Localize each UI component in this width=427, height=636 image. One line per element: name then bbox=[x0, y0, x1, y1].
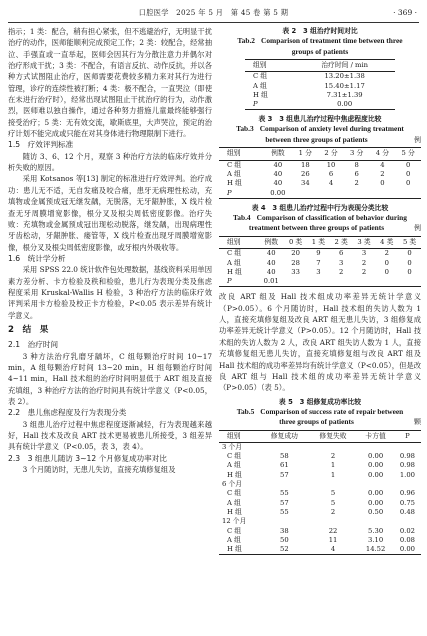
column-header: 组别 bbox=[219, 236, 258, 248]
data-table bbox=[219, 236, 421, 287]
table-row: A 组 40 26 6 6 2 0 bbox=[227, 170, 411, 179]
table-row: A 组 50 11 3.10 0.08 bbox=[227, 535, 415, 544]
table-row: A 组 57 5 0.00 0.75 bbox=[227, 498, 415, 507]
section-heading: 1.5 疗效评判标准 bbox=[8, 140, 74, 150]
table-caption-en-2: three groups of patients 颗 bbox=[279, 417, 421, 427]
paragraph: 采用 Kotsanos 等[13] 制定的标准进行疗效评判。治疗成功：患儿无不适，无自发痛及咬合痛，患牙无病理性松动，充填物或金属预成冠无继发龋，无脱落，无牙龈肿胀，X 线片检查无牙周膜增宽影像，根分叉及根尖周低密度影像。治疗失败：充填物或金属预成冠出现松动脱落，继发龋，出现病理性牙齿松动，牙龈肿胀、瘘管等，X 线片检查出现牙周膜增宽影像，根分叉及根尖周低密度影像，或牙根内外吸收等。 bbox=[8, 174, 212, 252]
column-header: 5 类 bbox=[398, 236, 421, 248]
table-caption-en-2: groups of patients bbox=[291, 46, 349, 56]
paragraph: 3 组患儿治疗过程中焦虑程度逐渐减轻，行为表现越来越好，Hall 技术及改良 ART 技术更易被患儿所接受，3 组差异具有统计学意义（P<0.05，表 3，表 4）。 bbox=[8, 419, 212, 452]
table-caption-cn: 表 4 3 组患儿治疗过程中行为表现分类比较 bbox=[251, 203, 389, 212]
header-rule bbox=[8, 22, 419, 23]
column-header: 卡方值 bbox=[357, 430, 394, 442]
table-row: H 组 40 33 3 2 2 0 0 bbox=[227, 267, 412, 276]
page-header bbox=[0, 0, 427, 24]
column-header: 0 类 bbox=[284, 236, 307, 248]
table-row: H 组 55 2 0.50 0.48 bbox=[227, 507, 415, 516]
table-row: C 组 58 2 0.00 0.98 bbox=[227, 452, 415, 461]
paragraph: 采用 SPSS 22.0 统计软件包处理数据，基线资料采用单因素方差分析、卡方检验及秩和检验，患儿行为表现分类及焦虑程度采用 Kruskal-Wallis H 检验，3 种治疗方法的临床疗效评判采用卡方检验及校正卡方检验，P<0.05 表示差异有统计学意义。 bbox=[8, 265, 212, 320]
column-header: 修复成功 bbox=[260, 430, 309, 442]
column-header: 组别 bbox=[219, 430, 260, 442]
column-header: 4 类 bbox=[375, 236, 398, 248]
table-caption-en: Tab.3 Comparison of anxiety level during treatment bbox=[236, 124, 404, 134]
table-group-row: 3 个月 bbox=[222, 442, 243, 451]
table-unit: 颗 bbox=[414, 418, 421, 427]
table-caption-en: Tab.2 Comparison of treatment time between three bbox=[237, 36, 403, 45]
table-row: H 组 40 34 4 2 0 0 bbox=[227, 179, 411, 188]
table-caption-en: Tab.4 Comparison of classification of behavior during bbox=[233, 212, 407, 222]
paragraph: 改良 ART 组及 Hall 技术组成功率差异无统计学意义（P>0.05）。6 个月随访时，Hall 技术组的失访人数为 1 人，直接充填修复组及改良 ART 组无患儿失访，3 组修复成功率差异无统计学意义（P>0.05）。12 个月随访时，Hall 技术组的失访人数为 2 人，改良 ART 组失访人数为 1 人，直接充填修复组无患儿失访，直接充填修复组与改良 ART 组及 Hall 技术组的成功率差异均有统计学意义（P<0.05），但是改良 ART 组与 Hall 技术组的成功率差异无统计学意义（P>0.05）（表 5）。 bbox=[219, 292, 421, 393]
table-row: P 0.01 bbox=[227, 277, 279, 286]
paragraph: 3 种方法治疗乳磨牙龋坏，C 组每颗治疗时间 10~17 min，A 组每颗治疗时间 13~20 min，H 组每颗治疗时间 4~11 min，Hall 技术组的治疗时间明显低于 ART 组及直接充填组，3 种治疗方法的治疗时间具有统计学意义（P<0.05，表 2）。 bbox=[8, 351, 212, 406]
column-header: 组别 bbox=[219, 148, 263, 160]
table-caption-cn: 表 2 3 组治疗时间对比 bbox=[282, 27, 358, 35]
section-heading: 1.6 统计学分析 bbox=[8, 253, 66, 263]
table-caption-en-2: treatment between three groups of patients 例 bbox=[248, 223, 421, 233]
right-column bbox=[219, 26, 421, 559]
paragraph: 指示；1 类：配合，稍有担心紧张，但不逃避治疗，无明显干扰治疗的动作，医师能顺利完成预定工作；2 类：较配合，经常抽泣、手强直或一直举起，医师会因其行为分散注意力并偶尔对治疗形成干扰；3 类：不配合，有语言反抗、动作反抗，并以各种方式试图阻止治疗，医师需要花费较多精力来对其行为进行管理，诊疗的连续性被打断；4 类：极不配合，一直哭泣（即使在未进行治疗时），经常出现试图阻止干扰治疗的行为，动作激烈，医师难以独自操作，通过各种努力措施儿童最终能够强行接受治疗；5 类：无有效交流，歇斯底里，大声哭泣，预定的治疗计划不能完成或只能在对其身体进行物理限制下进行。 bbox=[8, 27, 212, 139]
table-number: Tab.5 bbox=[236, 406, 255, 416]
column-header: 5 分 bbox=[395, 148, 421, 160]
data-table bbox=[219, 430, 421, 556]
column-header: P bbox=[394, 430, 421, 442]
table-4 bbox=[219, 203, 421, 287]
data-table bbox=[219, 147, 421, 198]
table-caption-cn: 表 3 3 组患儿治疗过程中焦虑程度比较 bbox=[258, 115, 382, 124]
column-header: 1 类 bbox=[307, 236, 330, 248]
paragraph: 随访 3、6、12 个月，观察 3 种治疗方法的临床疗效并分析失败的原因。 bbox=[8, 151, 212, 173]
column-header: 修复失败 bbox=[309, 430, 358, 442]
table-row: P 0.00 bbox=[253, 100, 353, 109]
column-header: 1 分 bbox=[292, 148, 318, 160]
table-row: H 组 7.31±1.39 bbox=[253, 90, 363, 99]
table-group-row: 6 个月 bbox=[222, 480, 243, 489]
column-header: 2 分 bbox=[318, 148, 344, 160]
paragraph: 3 个月随访时，无患儿失访，直接充填修复组及 bbox=[22, 465, 176, 475]
table-caption-en: Tab.5 Comparison of success rate of repair between bbox=[236, 406, 404, 416]
column-header: 2 类 bbox=[330, 236, 353, 248]
table-row: C 组 13.20±1.38 bbox=[253, 72, 365, 81]
column-header: 4 分 bbox=[370, 148, 396, 160]
section-heading-results: 2 结 果 bbox=[8, 324, 49, 335]
table-group-row: 12 个月 bbox=[222, 517, 247, 526]
table-3 bbox=[219, 114, 421, 198]
column-header: 例数 bbox=[258, 236, 284, 248]
table-2 bbox=[219, 26, 421, 110]
section-heading: 2.2 患儿焦虑程度及行为表现分类 bbox=[8, 408, 127, 418]
table-row: C 组 38 22 5.30 0.02 bbox=[227, 526, 415, 535]
table-row: C 组 40 20 9 6 3 2 0 bbox=[227, 249, 412, 258]
table-unit: 例 bbox=[414, 224, 421, 233]
left-column bbox=[8, 26, 212, 475]
table-row: A 组 61 1 0.00 0.98 bbox=[227, 461, 415, 470]
data-table bbox=[245, 59, 395, 110]
table-caption-en-2: between three groups of patients 例 bbox=[265, 134, 421, 144]
table-row: C 组 55 5 0.00 0.96 bbox=[227, 489, 415, 498]
table-row: A 组 15.40±1.17 bbox=[253, 81, 365, 90]
section-heading: 2.3 3 组患儿随访 3~12 个月修复成功率对比 bbox=[8, 453, 167, 463]
table-row: P 0.00 bbox=[227, 188, 286, 197]
table-number: Tab.3 bbox=[236, 124, 254, 134]
table-row: C 组 40 18 10 8 4 0 bbox=[227, 160, 411, 169]
table-number: Tab.4 bbox=[233, 212, 251, 222]
table-number: Tab.2 bbox=[237, 36, 256, 45]
table-caption-cn: 表 5 3 组修复成功率比较 bbox=[278, 397, 362, 406]
table-row: A 组 40 28 7 3 2 0 0 bbox=[227, 258, 412, 267]
column-header: 3 类 bbox=[353, 236, 376, 248]
table-row: H 组 52 4 14.52 0.00 bbox=[227, 545, 415, 554]
running-head: 口腔医学 2025 年 5 月 第 45 卷 第 5 期 bbox=[138, 8, 289, 17]
column-header: 组别 bbox=[245, 60, 294, 72]
page-number: · 369 · bbox=[393, 8, 417, 17]
column-header: 治疗时间 / min bbox=[294, 60, 395, 72]
column-header: 3 分 bbox=[344, 148, 370, 160]
column-header: 例数 bbox=[263, 148, 292, 160]
table-unit: 例 bbox=[414, 135, 421, 144]
table-row: H 组 57 1 0.00 1.00 bbox=[227, 470, 415, 479]
table-5 bbox=[219, 397, 421, 556]
section-heading: 2.1 治疗时间 bbox=[8, 340, 59, 350]
